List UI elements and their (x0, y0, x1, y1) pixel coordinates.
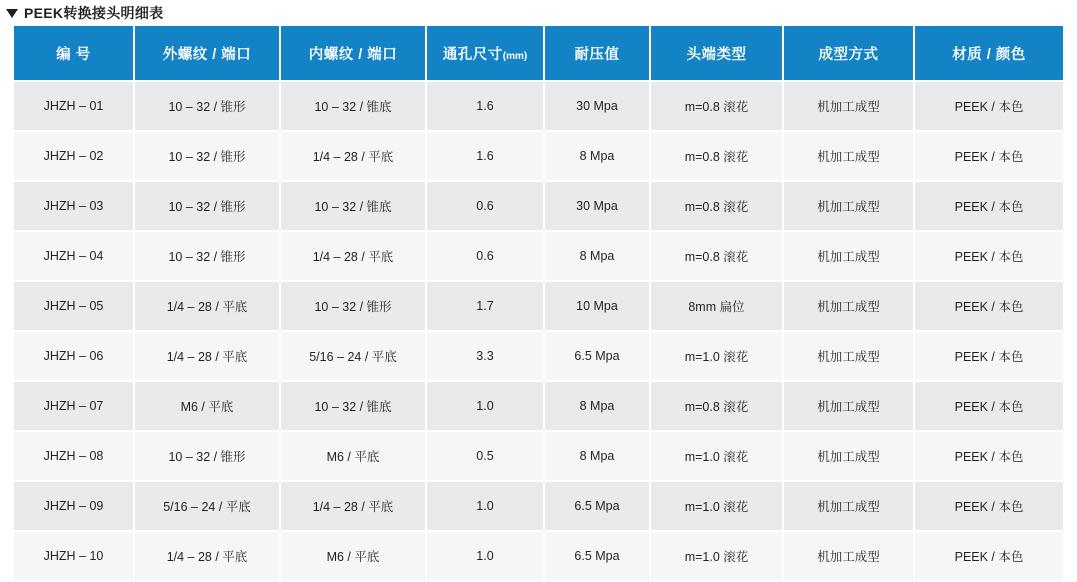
cell-male-thread: 1/4 – 28 / 平底 (134, 281, 280, 331)
cell-pressure: 8 Mpa (544, 131, 650, 181)
column-header-pressure (544, 26, 650, 81)
cell-bore-size: 1.7 (426, 281, 544, 331)
column-header-head-type (650, 26, 783, 81)
cell-male-thread: 10 – 32 / 锥形 (134, 81, 280, 131)
column-header-label: 成型方式 (818, 46, 879, 63)
cell-forming-method: 机加工成型 (783, 131, 914, 181)
cell-head-type: m=0.8 滚花 (650, 231, 783, 281)
cell-pressure: 6.5 Mpa (544, 531, 650, 581)
cell-bore-size: 1.6 (426, 81, 544, 131)
cell-forming-method: 机加工成型 (783, 281, 914, 331)
table-header-row (14, 26, 1063, 81)
cell-female-thread: 10 – 32 / 锥底 (280, 181, 426, 231)
cell-material-color: PEEK / 本色 (914, 481, 1063, 531)
column-header-label: 头端类型 (686, 46, 747, 63)
page-title-text: PEEK转换接头明细表 (24, 5, 164, 21)
column-header-label: 外螺纹 / 端口 (162, 46, 252, 63)
table-row (14, 481, 1063, 531)
cell-bore-size: 0.5 (426, 431, 544, 481)
spec-table (14, 26, 1063, 582)
cell-head-type: m=1.0 滚花 (650, 431, 783, 481)
cell-bore-size: 3.3 (426, 331, 544, 381)
cell-material-color: PEEK / 本色 (914, 181, 1063, 231)
cell-head-type: m=0.8 滚花 (650, 81, 783, 131)
cell-male-thread: 1/4 – 28 / 平底 (134, 331, 280, 381)
cell-forming-method: 机加工成型 (783, 81, 914, 131)
cell-material-color: PEEK / 本色 (914, 131, 1063, 181)
cell-female-thread: 1/4 – 28 / 平底 (280, 481, 426, 531)
table-row (14, 131, 1063, 181)
cell-code: JHZH – 02 (14, 131, 134, 181)
cell-male-thread: M6 / 平底 (134, 381, 280, 431)
column-header-label: 内螺纹 / 端口 (308, 46, 398, 63)
cell-pressure: 10 Mpa (544, 281, 650, 331)
cell-forming-method: 机加工成型 (783, 431, 914, 481)
table-body (14, 81, 1063, 581)
column-header-material-color (914, 26, 1063, 81)
triangle-down-icon (6, 9, 18, 18)
table-header (14, 26, 1063, 81)
table-row (14, 331, 1063, 381)
column-header-unit: (mm) (502, 50, 528, 62)
cell-head-type: m=1.0 滚花 (650, 481, 783, 531)
column-header-label: 通孔尺寸 (442, 46, 503, 63)
cell-code: JHZH – 09 (14, 481, 134, 531)
cell-code: JHZH – 03 (14, 181, 134, 231)
cell-head-type: m=0.8 滚花 (650, 181, 783, 231)
cell-male-thread: 1/4 – 28 / 平底 (134, 531, 280, 581)
cell-material-color: PEEK / 本色 (914, 281, 1063, 331)
cell-forming-method: 机加工成型 (783, 381, 914, 431)
cell-pressure: 8 Mpa (544, 431, 650, 481)
cell-bore-size: 1.6 (426, 131, 544, 181)
cell-female-thread: 10 – 32 / 锥底 (280, 381, 426, 431)
cell-forming-method: 机加工成型 (783, 331, 914, 381)
column-header-female-thread (280, 26, 426, 81)
table-row (14, 231, 1063, 281)
cell-female-thread: 10 – 32 / 锥形 (280, 281, 426, 331)
cell-code: JHZH – 07 (14, 381, 134, 431)
cell-female-thread: M6 / 平底 (280, 531, 426, 581)
cell-male-thread: 5/16 – 24 / 平底 (134, 481, 280, 531)
column-header-label: 编 号 (56, 46, 91, 63)
table-row (14, 431, 1063, 481)
table-row (14, 81, 1063, 131)
column-header-bore-size (426, 26, 544, 81)
cell-forming-method: 机加工成型 (783, 481, 914, 531)
cell-female-thread: 10 – 32 / 锥底 (280, 81, 426, 131)
cell-male-thread: 10 – 32 / 锥形 (134, 181, 280, 231)
cell-female-thread: 5/16 – 24 / 平底 (280, 331, 426, 381)
cell-code: JHZH – 04 (14, 231, 134, 281)
cell-pressure: 8 Mpa (544, 231, 650, 281)
table-row (14, 381, 1063, 431)
cell-male-thread: 10 – 32 / 锥形 (134, 131, 280, 181)
cell-pressure: 6.5 Mpa (544, 481, 650, 531)
cell-head-type: m=1.0 滚花 (650, 531, 783, 581)
cell-bore-size: 1.0 (426, 481, 544, 531)
cell-code: JHZH – 01 (14, 81, 134, 131)
cell-bore-size: 1.0 (426, 381, 544, 431)
cell-material-color: PEEK / 本色 (914, 231, 1063, 281)
cell-female-thread: 1/4 – 28 / 平底 (280, 131, 426, 181)
cell-female-thread: M6 / 平底 (280, 431, 426, 481)
cell-pressure: 8 Mpa (544, 381, 650, 431)
column-header-label: 材质 / 颜色 (952, 46, 1026, 63)
cell-head-type: m=0.8 滚花 (650, 131, 783, 181)
column-header-code (14, 26, 134, 81)
cell-code: JHZH – 05 (14, 281, 134, 331)
cell-pressure: 6.5 Mpa (544, 331, 650, 381)
cell-bore-size: 0.6 (426, 231, 544, 281)
cell-material-color: PEEK / 本色 (914, 331, 1063, 381)
cell-male-thread: 10 – 32 / 锥形 (134, 231, 280, 281)
cell-head-type: m=1.0 滚花 (650, 331, 783, 381)
cell-material-color: PEEK / 本色 (914, 531, 1063, 581)
cell-pressure: 30 Mpa (544, 181, 650, 231)
cell-bore-size: 1.0 (426, 531, 544, 581)
cell-forming-method: 机加工成型 (783, 531, 914, 581)
cell-material-color: PEEK / 本色 (914, 431, 1063, 481)
table-row (14, 531, 1063, 581)
cell-code: JHZH – 10 (14, 531, 134, 581)
cell-forming-method: 机加工成型 (783, 181, 914, 231)
cell-material-color: PEEK / 本色 (914, 381, 1063, 431)
cell-head-type: 8mm 扁位 (650, 281, 783, 331)
cell-code: JHZH – 06 (14, 331, 134, 381)
cell-forming-method: 机加工成型 (783, 231, 914, 281)
column-header-forming-method (783, 26, 914, 81)
cell-female-thread: 1/4 – 28 / 平底 (280, 231, 426, 281)
cell-pressure: 30 Mpa (544, 81, 650, 131)
cell-bore-size: 0.6 (426, 181, 544, 231)
page-title (0, 0, 1077, 26)
cell-male-thread: 10 – 32 / 锥形 (134, 431, 280, 481)
column-header-label: 耐压值 (574, 46, 620, 63)
table-row (14, 281, 1063, 331)
cell-head-type: m=0.8 滚花 (650, 381, 783, 431)
column-header-male-thread (134, 26, 280, 81)
cell-code: JHZH – 08 (14, 431, 134, 481)
cell-material-color: PEEK / 本色 (914, 81, 1063, 131)
table-row (14, 181, 1063, 231)
